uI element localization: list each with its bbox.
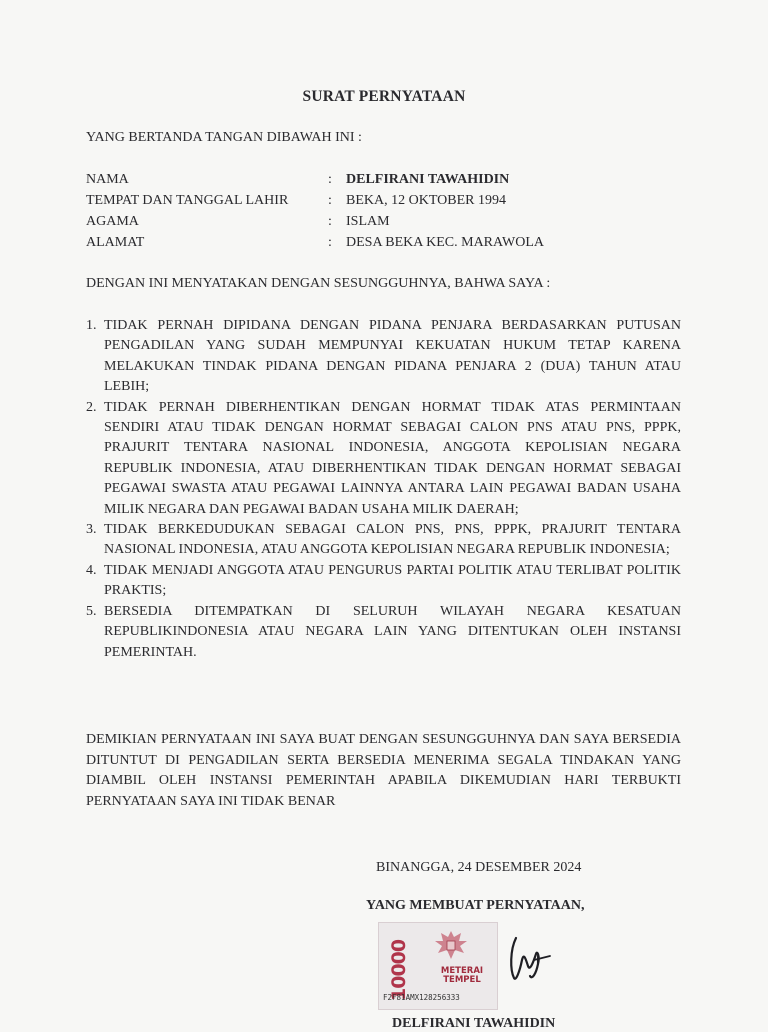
list-item <box>86 316 681 398</box>
identity-label: AGAMA <box>86 214 139 229</box>
identity-value: DELFIRANI TAWAHIDIN <box>346 172 510 187</box>
closing-paragraph: DEMIKIAN PERNYATAAN INI SAYA BUAT DENGAN SESUNGGUHNYA DAN SAYA BERSEDIA DITUNTUT DI PENGADILAN SERTA BERSEDIA MENERIMA SEGALA TINDAKAN YANG DIAMBIL OLEH INSTANSI PEMERINTAH APABILA DIKEMUDIAN HARI TERBUKTI PERNYATAAN SAYA INI TIDAK BENAR <box>86 732 681 809</box>
list-item <box>86 520 681 561</box>
item-text: TIDAK MENJADI ANGGOTA ATAU PENGURUS PARTAI POLITIK ATAU TERLIBAT POLITIK PRAKTIS; <box>104 562 681 599</box>
item-number: 3. <box>86 522 97 538</box>
identity-value: DESA BEKA KEC. MARAWOLA <box>346 235 544 250</box>
stamp-serial: F2F81AMX128256333 <box>383 993 460 1002</box>
item-number: 1. <box>86 318 97 333</box>
item-number: 5. <box>86 603 97 619</box>
signature-mark <box>480 930 560 990</box>
identity-label: ALAMAT <box>86 235 145 250</box>
item-text: TIDAK BERKEDUDUKAN SEBAGAI CALON PNS, PNS, PPPK, PRAJURIT TENTARA NASIONAL INDONESIA, ATAU ANGGOTA KEPOLISIAN NEGARA REPUBLIK INDONESIA; <box>104 522 681 558</box>
identity-row-birth <box>86 193 686 213</box>
identity-row-name <box>86 172 686 192</box>
identity-value: BEKA, 12 OKTOBER 1994 <box>346 193 506 208</box>
stamp-value: 10000 <box>388 939 410 1001</box>
identity-colon: : <box>328 193 332 208</box>
identity-row-address <box>86 235 686 255</box>
item-text: TIDAK PERNAH DIPIDANA DENGAN PIDANA PENJARA BERDASARKAN PUTUSAN PENGADILAN YANG SUDAH MEMPUNYAI KEKUATAN HUKUM TETAP KARENA MELAKUKAN TINDAK PIDANA DENGAN PIDANA PENJARA 2 (DUA) TAHUN ATAU LEBIH; <box>104 318 681 395</box>
list-item <box>86 398 681 520</box>
stamp-label-line1: METERAI <box>440 966 484 976</box>
list-item <box>86 561 681 602</box>
identity-colon: : <box>328 172 332 187</box>
signer-name: DELFIRANI TAWAHIDIN <box>392 1016 556 1031</box>
identity-colon: : <box>328 214 332 229</box>
identity-colon: : <box>328 235 332 250</box>
item-number: 4. <box>86 562 97 578</box>
item-text: TIDAK PERNAH DIBERHENTIKAN DENGAN HORMAT TIDAK ATAS PERMINTAAN SENDIRI ATAU TIDAK DENGAN HORMAT SEBAGAI CALON PNS ATAU PNS, PPPK, PRAJURIT TENTARA NASIONAL INDONESIA, ANGGOTA KEPOLISIAN NEGARA REPUBLIK INDONESIA, ATAU DIBERHENTIKAN TIDAK DENGAN HORMAT SEBAGAI PEGAWAI SWASTA ATAU PEGAWAI LAINNYA ANTARA LAIN PEGAWAI BADAN USAHA MILIK NEGARA DAN PEGAWAI BADAN USAHA MILIK DAERAH; <box>104 399 681 517</box>
declaration-list <box>86 316 681 663</box>
list-item <box>86 602 681 663</box>
stamp-label-line2: TEMPEL <box>443 975 481 985</box>
identity-value: ISLAM <box>346 214 390 229</box>
intro-text: YANG BERTANDA TANGAN DIBAWAH INI : <box>86 130 362 145</box>
declaration-intro: DENGAN INI MENYATAKAN DENGAN SESUNGGUHNYA, BAHWA SAYA : <box>86 276 551 291</box>
identity-row-religion <box>86 214 686 234</box>
maker-label: YANG MEMBUAT PERNYATAAN, <box>366 898 585 913</box>
garuda-emblem-icon <box>431 927 471 965</box>
document-title: SURAT PERNYATAAN <box>302 88 466 105</box>
item-text: BERSEDIA DITEMPATKAN DI SELURUH WILAYAH NEGARA KESATUAN REPUBLIKINDONESIA ATAU NEGARA LAIN YANG DITENTUKAN OLEH INSTANSI PEMERINTAH. <box>104 603 681 660</box>
place-date: BINANGGA, 24 DESEMBER 2024 <box>376 860 582 875</box>
identity-label: TEMPAT DAN TANGGAL LAHIR <box>86 193 289 208</box>
item-number: 2. <box>86 399 97 415</box>
identity-label: NAMA <box>86 172 129 187</box>
